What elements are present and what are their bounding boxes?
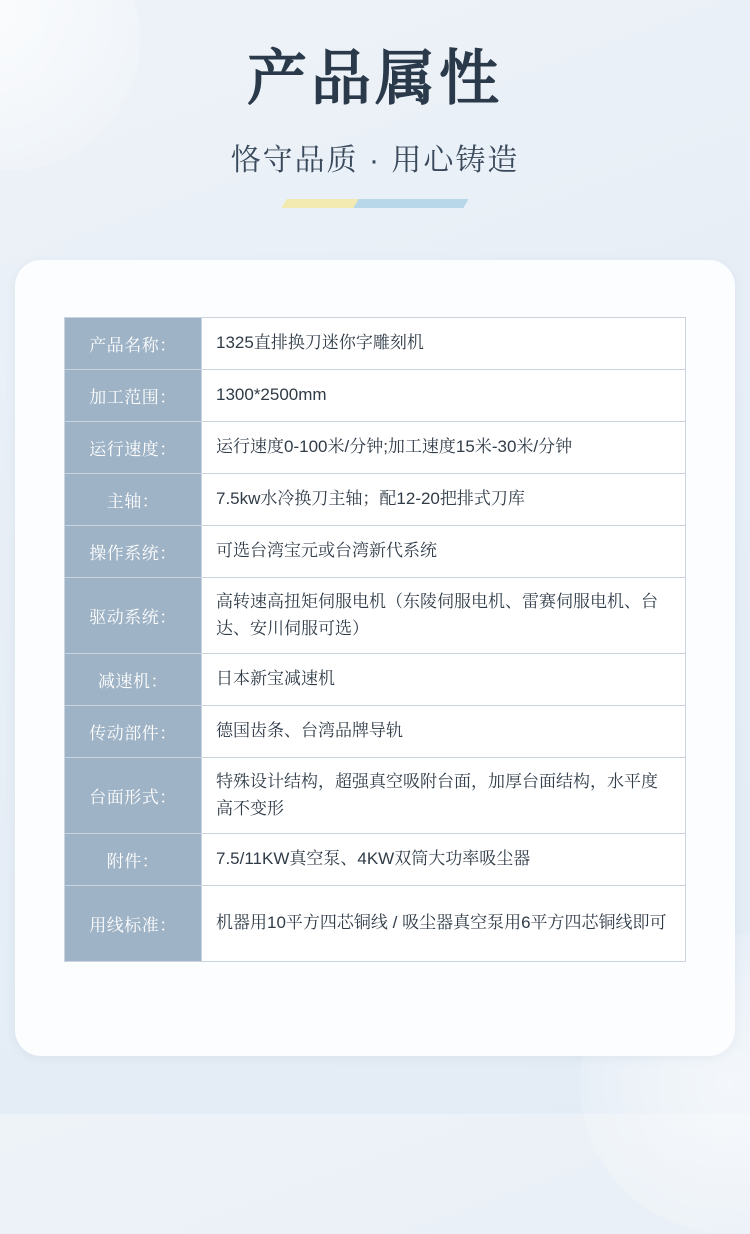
table-row [65, 474, 685, 526]
table-row [65, 318, 685, 370]
spec-label: 加工范围： [65, 370, 202, 421]
spec-label: 操作系统： [65, 526, 202, 577]
spec-value: 机器用10平方四芯铜线 / 吸尘器真空泵用6平方四芯铜线即可 [216, 913, 667, 933]
table-row [65, 886, 685, 962]
spec-label: 传动部件： [65, 706, 202, 757]
page-title: 产品属性 [247, 45, 503, 112]
spec-label: 驱动系统： [65, 578, 202, 653]
table-row [65, 578, 685, 654]
page-subtitle: 恪守品质 · 用心铸造 [230, 144, 520, 177]
title-divider [0, 197, 750, 209]
spec-value: 高转速高扭矩伺服电机（东陵伺服电机、雷赛伺服电机、台达、安川伺服可选） [216, 592, 658, 638]
spec-value: 特殊设计结构，超强真空吸附台面，加厚台面结构，水平度高不变形 [216, 772, 658, 818]
divider-blue-bar [353, 199, 468, 208]
spec-value: 日本新宝减速机 [216, 669, 335, 689]
spec-value: 德国齿条、台湾品牌导轨 [216, 721, 403, 741]
table-row [65, 422, 685, 474]
table-row [65, 526, 685, 578]
spec-label: 减速机： [65, 654, 202, 705]
spec-value: 7.5/11KW真空泵、4KW双筒大功率吸尘器 [216, 849, 531, 869]
spec-value: 7.5kw水冷换刀主轴；配12-20把排式刀库 [216, 489, 525, 509]
spec-card [15, 260, 735, 1056]
spec-label: 主轴： [65, 474, 202, 525]
page-header [0, 0, 750, 209]
table-row [65, 370, 685, 422]
spec-label: 产品名称： [65, 318, 202, 369]
spec-value: 可选台湾宝元或台湾新代系统 [216, 541, 437, 561]
spec-label: 用线标准： [65, 886, 202, 961]
spec-label: 附件： [65, 834, 202, 885]
spec-value: 1300*2500mm [216, 385, 327, 405]
spec-label: 运行速度： [65, 422, 202, 473]
spec-table [64, 317, 686, 962]
spec-label: 台面形式： [65, 758, 202, 833]
spec-value: 运行速度0-100米/分钟;加工速度15米-30米/分钟 [216, 437, 573, 457]
spec-value: 1325直排换刀迷你字雕刻机 [216, 333, 424, 353]
table-row [65, 758, 685, 834]
divider-yellow-bar [281, 199, 364, 208]
table-row [65, 654, 685, 706]
table-row [65, 706, 685, 758]
table-row [65, 834, 685, 886]
